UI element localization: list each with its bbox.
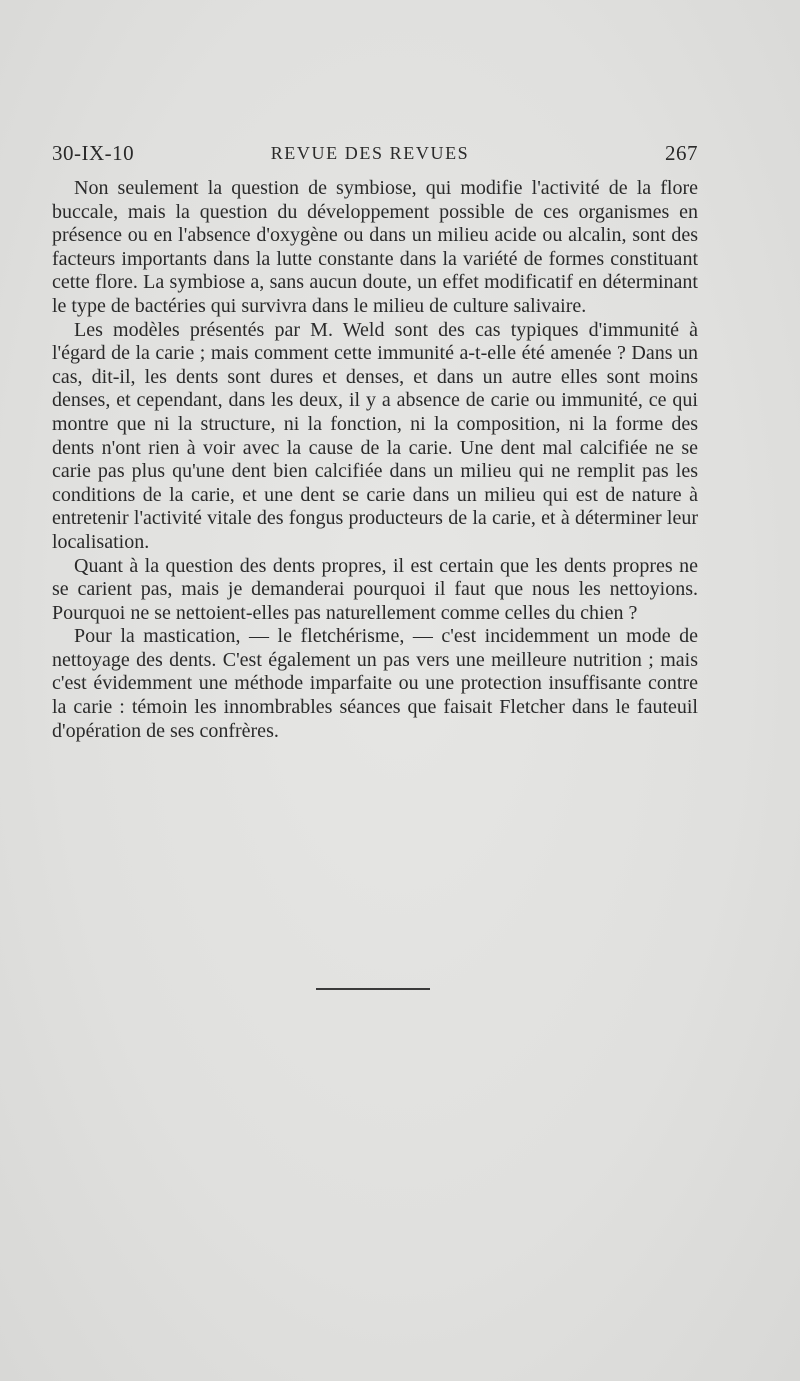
- article-body: [52, 177, 698, 743]
- paragraph-modeles-weld: Les modèles présentés par M. Weld sont des cas typiques d'immunité à l'égard de la carie ; mais comment cette immunité a-t-elle été amenée ? Dans un cas, dit-il, les dents sont dures et denses, et dans un autre elles sont moins denses, et cependant, dans les deux, il y a absence de carie ou immunité, ce qui montre que ni la structure, ni la fonction, ni la composition, ni la forme des dents n'ont rien à voir avec la cause de la carie. Une dent mal calcifiée ne se carie pas plus qu'une dent bien calcifiée dans un milieu qui ne remplit pas les conditions de la carie, et une dent se carie dans un milieu qui est de nature à entretenir l'activité vitale des fongus producteurs de la carie, et à déterminer leur localisation.: [52, 318, 698, 553]
- page-number: 267: [665, 141, 698, 165]
- header-title: REVUE DES REVUES: [270, 143, 470, 163]
- paragraph-symbiose: Non seulement la question de symbiose, qui modifie l'activité de la flore buccale, mais la question du développement possible de ces organismes en présence ou en l'absence d'oxygène ou dans un milieu acide ou alcalin, sont des facteurs importants dans la lutte constante dans la variété de formes constituant cette flore. La symbiose a, sans aucun doute, un effet modificatif en déterminant le type de bactéries qui survivra dans le milieu de culture salivaire.: [52, 177, 698, 317]
- paragraph-mastication: Pour la mastication, — le fletchérisme, — c'est incidemment un mode de nettoyage des dents. C'est également un pas vers une meilleure nutrition ; mais c'est évidemment une méthode imparfaite ou une protection insuffisante contre la carie : témoin les innombrables séances que faisait Fletcher dans le fauteuil d'opération de ses confrères.: [52, 625, 698, 742]
- running-head: [52, 141, 698, 167]
- section-end-rule: [316, 988, 430, 990]
- header-date: 30-IX-10: [52, 141, 135, 165]
- paragraph-dents-propres: Quant à la question des dents propres, il est certain que les dents propres ne se carient pas, mais je demanderai pourquoi il faut que nous les nettoyions. Pourquoi ne se nettoient-elles pas naturellement comme celles du chien ?: [52, 554, 698, 624]
